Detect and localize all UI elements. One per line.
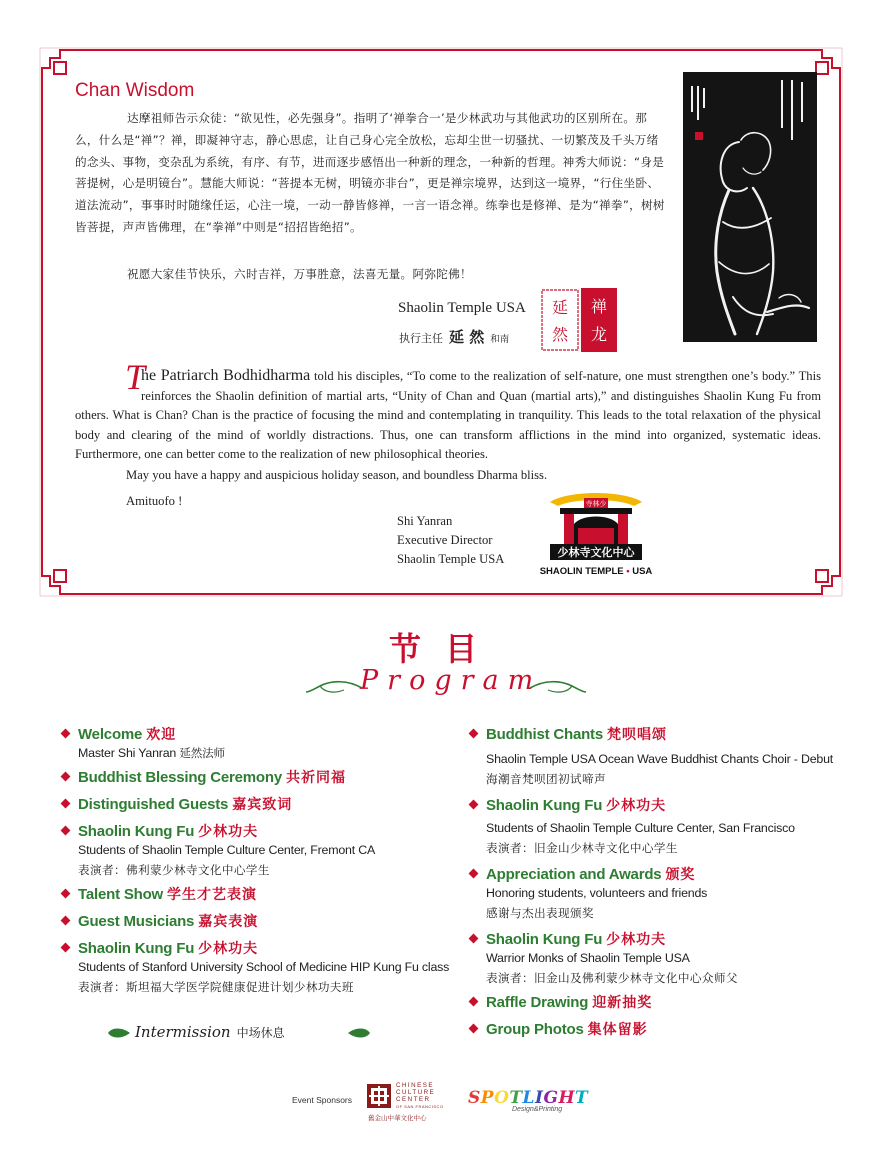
spotlight-letter: T [575,1088,589,1108]
program-item-talent [62,884,462,904]
item-sub: Students of Shaolin Temple Culture Center, San Francisco [486,821,795,835]
seal-char: 禅 [590,297,608,316]
item-title-cn: 欢迎 [146,727,177,743]
diamond-bullet-icon [469,869,479,879]
item-title: Raffle Drawing [486,994,589,1011]
item-title: Welcome [78,726,143,743]
spotlight-letter: H [558,1088,576,1108]
left-swirl-ornament [304,676,364,698]
item-title: Shaolin Kung Fu [78,940,195,957]
program-item-chants [470,724,850,789]
spotlight-logo-text [468,1088,588,1108]
chinese-paragraph: 达摩祖师告示众徒：“欲见性，必先强身”。指明了‘禅拳合一’是少林武功与其他武功的区别所在。那么，什么是“禅”？禅，即凝神守志，静心思虑，让自己身心完全放松，忘却尘世一切骚扰、一切繁茂及千头万绪的念头、事物，变杂乱为系统，有序、有节，进而逐步感悟出一种新的理念，一种新的哲理。神秀大师说：“身是菩提树，心是明镜台”。慧能大师说：“菩提本无树，明镜亦非台”，更是禅宗境界，达到这一境界，“行住坐卧、道法流动”，事事时时随缘任运，心注一境，一动一静皆修禅，一言一语念禅。练拳也是修禅、是为“禅拳”，树树皆菩提，声声皆佛理，在“拳禅”中则是“招招皆绝招”。 [75,111,665,234]
item-title-cn: 集体留影 [587,1022,648,1038]
chinese-culture-center-cn: 舊金山中華文化中心 [368,1114,427,1122]
event-sponsors-label: Event Sponsors [292,1095,353,1105]
item-title-cn: 共祈同福 [286,770,347,786]
english-paragraph [75,357,821,465]
item-sub-cn: 表演者：旧金山少林寺文化中心学生 [486,841,678,855]
leaf-ornament-icon [346,1027,372,1039]
program-item-kungfu-monks [470,929,850,988]
item-title-cn: 梵呗唱颂 [607,727,667,743]
item-title: Group Photos [486,1021,584,1038]
item-title-cn: 少林功夫 [198,941,259,957]
item-sub-cn: 表演者：斯坦福大学医学院健康促进计划少林功夫班 [78,980,354,994]
diamond-bullet-icon [469,997,479,1007]
program-item-musicians [62,911,462,931]
paragraph-body: told his disciples, “To come to the realization of self-nature, one must strengthen one’s body.” This reinforces the Shaolin definition of martial arts, “Unity of Chan and Quan (martial arts),” and distinguishes Shaolin Kung Fu from others. What is Chan? Chan is the practice of focusing the mind and contemplating in tranquility. This leads to the total relaxation of the physical body and clearing of the mind of worldly distractions. Thus, one can transform afflictions in the mind into organized, systematic ideas. Furthermore, one can better come to the realization of new philosophical theories. [75,369,821,461]
program-list-left [62,724,462,997]
item-sub-cn: 表演者：佛利蒙少林寺文化中心学生 [78,863,270,877]
item-title: Shaolin Kung Fu [486,797,603,814]
ccc-line: CENTER [396,1096,431,1103]
item-title: Distinguished Guests [78,796,229,813]
english-signature [397,512,504,569]
diamond-bullet-icon [61,772,71,782]
spotlight-subtitle: Design&Printing [512,1106,563,1113]
english-blessing: May you have a happy and auspicious holiday season, and boundless Dharma bliss. [126,468,548,482]
logo-plaque-text: 寺林少 [585,500,607,508]
ccc-line: CULTURE [396,1089,436,1096]
ccc-line: CHINESE [396,1082,435,1089]
item-sub: Honoring students, volunteers and friends [486,886,708,900]
intermission-label [135,1023,285,1041]
signature-title-en: Executive Director [397,533,493,547]
shaolin-temple-logo [539,488,653,580]
logo-english-text: SHAOLIN TEMPLE • USA [539,566,653,577]
diamond-bullet-icon [61,943,71,953]
program-title-english: Program [360,665,543,696]
item-sub: Master Shi Yanran [78,746,177,760]
seal-char: 延 [551,298,569,317]
spotlight-letter: G [543,1088,559,1108]
chinese-culture-center-name [396,1082,444,1110]
item-sub: Students of Stanford University School of Medicine HIP Kung Fu class [78,960,450,974]
item-title: Buddhist Chants [486,726,603,743]
item-title-cn: 嘉宾表演 [198,914,259,930]
item-sub-cn: 延然法师 [179,746,225,760]
diamond-bullet-icon [469,800,479,810]
item-sub: Warrior Monks of Shaolin Temple USA [486,951,690,965]
program-item-welcome [62,724,462,763]
program-item-kungfu-fremont [62,821,462,880]
item-title-cn: 少林功夫 [606,798,667,814]
intermission-en: Intermission [135,1023,231,1041]
program-item-kungfu-sf [470,795,850,858]
program-title-chinese: 节目 [388,630,501,668]
item-title: Shaolin Kung Fu [486,931,603,948]
signature-name: 延 然 [449,328,485,346]
ccc-line: OF SAN FRANCISCO [396,1104,444,1109]
signature-name-en: Shi Yanran [397,514,453,528]
signature-organization: Shaolin Temple USA [398,300,526,316]
diamond-bullet-icon [469,934,479,944]
signature-org-en: Shaolin Temple USA [397,552,505,566]
spotlight-letter: I [535,1088,544,1108]
spotlight-letter: P [480,1088,495,1108]
diamond-bullet-icon [61,826,71,836]
spotlight-letter: T [509,1088,523,1108]
program-item-guests [62,794,462,814]
program-item-raffle [470,992,850,1012]
bodhidharma-portrait-image [683,72,817,342]
item-title-cn: 少林功夫 [198,824,259,840]
seal-char: 然 [551,325,569,344]
item-title: Buddhist Blessing Ceremony [78,769,283,786]
item-title-cn: 嘉宾致词 [232,797,293,813]
seal-char: 龙 [590,325,608,344]
intermission-cn: 中场休息 [236,1026,285,1040]
leaf-ornament-icon [106,1027,132,1039]
chan-wisdom-title: Chan Wisdom [75,80,195,101]
program-item-kungfu-stanford [62,938,462,997]
drop-cap: T [125,357,146,397]
item-title-cn: 迎新抽奖 [592,995,653,1011]
item-title-cn: 少林功夫 [606,932,667,948]
diamond-bullet-icon [61,916,71,926]
item-sub: Students of Shaolin Temple Culture Center, Fremont CA [78,843,376,857]
diamond-bullet-icon [469,1024,479,1034]
item-title: Appreciation and Awards [486,866,662,883]
chinese-blessing: 祝愿大家佳节快乐，六时吉祥，万事胜意，法喜无量。阿弥陀佛！ [127,267,472,281]
item-sub-cn: 表演者：旧金山及佛利蒙少林寺文化中心众师父 [486,971,738,985]
diamond-bullet-icon [61,729,71,739]
program-item-blessing [62,767,462,787]
chinese-signature [399,326,509,347]
item-title: Guest Musicians [78,913,195,930]
red-seal-stamps [541,288,618,352]
diamond-bullet-icon [469,729,479,739]
english-amituofo: Amituofo ! [126,494,183,508]
signature-suffix: 和南 [490,334,510,345]
program-item-awards [470,864,850,923]
diamond-bullet-icon [61,799,71,809]
spotlight-letter: O [494,1088,510,1108]
item-title: Talent Show [78,886,164,903]
diamond-bullet-icon [61,889,71,899]
program-list-right [470,724,850,1039]
spotlight-letter: L [522,1088,535,1108]
item-title-cn: 颁奖 [665,867,696,883]
logo-chinese-text: 少林寺文化中心 [557,546,635,559]
item-sub-cn: 海潮音梵呗团初试啼声 [486,772,606,786]
spotlight-letter: S [468,1088,481,1108]
item-sub: Shaolin Temple USA Ocean Wave Buddhist Chants Choir - Debut [486,752,834,766]
paragraph-lead: he Patriarch Bodhidharma [141,367,311,384]
chinese-culture-center-logo-icon [366,1083,392,1109]
item-title: Shaolin Kung Fu [78,823,195,840]
signature-title: 执行主任 [399,332,443,345]
right-swirl-ornament [528,676,588,698]
item-title-cn: 学生才艺表演 [167,887,258,903]
item-sub-cn: 感谢与杰出表现颁奖 [486,906,594,920]
program-item-photos [470,1019,850,1039]
